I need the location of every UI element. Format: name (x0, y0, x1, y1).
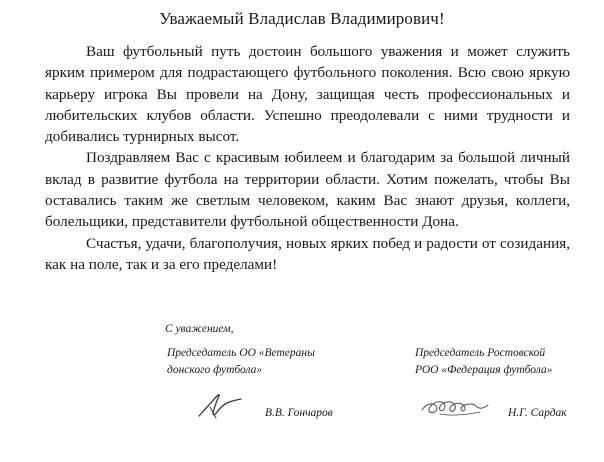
letter-paragraph: Счастья, удачи, благополучия, новых ярких побед и радости от созидания, как на поле, так и за его пределами! (45, 234, 570, 273)
right-position-line: РОО «Федерация футбола» (415, 364, 553, 376)
letter-paragraph: Ваш футбольный путь достоин большого уважения и может служить ярким примером для подрастающего футбольного поколения. Всю свою яркую карьеру игрока Вы провели на Дону, защищая честь профессиональных и любительских клубов области. Успешно преодолевали с ними трудности и добивались турнирных высот. (45, 43, 570, 146)
left-signatory-position (167, 345, 397, 379)
left-position-line: донского футбола» (167, 364, 263, 376)
letter-body (45, 41, 570, 275)
left-signature-icon (196, 388, 244, 427)
letter-paragraph: Поздравляем Вас с красивым юбилеем и благодарим за большой личный вклад в развитие футбола на территории области. Хотим пожелать, чтобы Вы оставались таким же светлым человеком, каким Вас знают друзья, коллеги, болельщики, представители футбольной общественности Дона. (45, 149, 570, 231)
right-position-line: Председатель Ростовской (415, 347, 546, 359)
left-signatory-name: В.В. Гончаров (265, 407, 333, 419)
right-signature-icon (420, 394, 490, 423)
left-position-line: Председатель ОО «Ветераны (167, 347, 315, 359)
letter-closing: С уважением, (165, 323, 234, 335)
letter-salutation: Уважаемый Владислав Владимирович! (159, 9, 445, 28)
right-signatory-position (415, 345, 595, 379)
right-signatory-name: Н.Г. Сардак (508, 407, 567, 419)
